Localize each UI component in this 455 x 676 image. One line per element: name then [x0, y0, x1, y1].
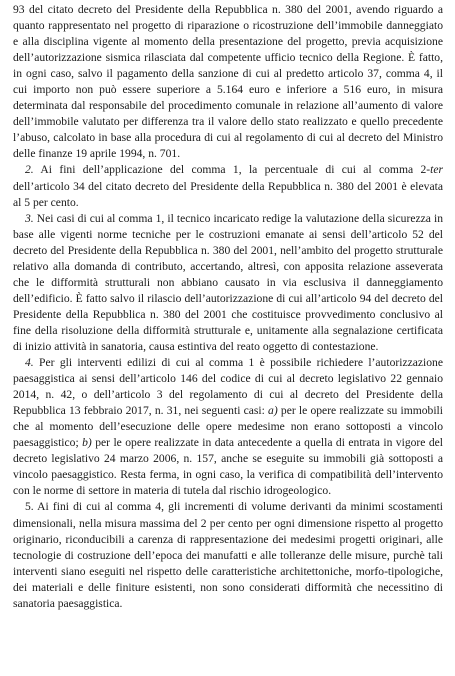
italic-text-segment: b)	[82, 436, 92, 450]
italic-text-segment: 2.	[25, 163, 34, 177]
text-segment: per le opere realizzate su immobili che al momento dell’esecuzione delle opere medesime non erano sottoposti a vincolo paesaggistico;	[13, 404, 443, 450]
text-segment: dell’articolo 34 del citato decreto del Presidente della Repubblica n. 380 del 2001 è elevata al 5 per cento.	[13, 179, 443, 209]
paragraph-comma-2	[13, 162, 443, 210]
italic-text-segment: ter	[430, 163, 443, 177]
text-segment: 93 del citato decreto del Presidente della Repubblica n. 380 del 2001, avendo riguardo a quanto rappresentato nel progetto di riparazione o ricostruzione dell’immobile danneggiato e alla disciplina vigente al momento della presentazione del progetto, previa acquisizione dell’autorizzazione sismica rilasciata dal competente ufficio tecnico della Regione. È fatto, in ogni caso, salvo il pagamento della sanzione di cui al predetto articolo 37, comma 4, il cui importo non può essere superiore a 5.164 euro e inferiore a 516 euro, in misura determinata dal responsabile del procedimento comunale in relazione all’aumento di valore dell’immobile valutato per differenza tra il valore dello stato realizzato e quello precedente l’abuso, calcolato in base alla procedura di cui al regolamento di cui al decreto del Ministro delle finanze 19 aprile 1994, n. 701.	[13, 3, 443, 161]
text-segment: per le opere realizzate in data antecedente a quella di entrata in vigore del decreto legislativo 24 marzo 2006, n. 157, anche se eseguite su immobili già sottoposti a vincolo paesaggistico. Resta ferma, in ogni caso, la verifica di compatibilità dell’intervento con le norme di settore in materia di tutela dal rischio idrogeologico.	[13, 436, 444, 498]
text-segment: Nei casi di cui al comma 1, il tecnico incaricato redige la valutazione della sicurezza in base alle vigenti norme tecniche per le costruzioni emanate ai sensi dell’articolo 52 del decreto del Presidente della Repubblica n. 380 del 2001, nell’ambito del progetto strutturale relativo alla domanda di contributo, accertando, altresì, con apposita relazione asseverata che le difformità strutturali non abbiano causato in via esclusiva il danneggiamento dell’edificio. È fatto salvo il rilascio dell’autorizzazione di cui all’articolo 94 del decreto del Presidente della Repubblica n. 380 del 2001 che costituisce provvedimento conclusivo al fine della risoluzione della difformità strutturale e, unitamente alla segnalazione certificata di inizio attività in sanatoria, causa estintiva del reato oggetto di contestazione.	[13, 211, 443, 353]
text-segment: Ai fini dell’applicazione del comma 1, la percentuale di cui al comma 2-	[33, 163, 431, 177]
document-page	[13, 2, 443, 612]
paragraph-comma-3	[13, 211, 443, 355]
italic-text-segment: 4.	[25, 356, 34, 370]
paragraph-continuation	[13, 2, 443, 162]
italic-text-segment: a)	[268, 404, 278, 418]
paragraph-comma-5	[13, 499, 443, 611]
text-segment: 5. Ai fini di cui al comma 4, gli incrementi di volume derivanti da minimi scostamenti dimensionali, nella misura massima del 2 per cento per ogni dimensione rispetto al progetto originario, riconducibili a carenza di rappresentazione dei medesimi progetti originari, alle tecnologie di costruzione dell’epoca dei manufatti e alle tolleranze delle misure, purchè tali interventi siano eseguiti nel rispetto delle caratteristiche architettoniche, morfo-tipologiche, dei materiali e delle finiture esistenti, non sono considerati difformità che necessitino di sanatoria paesaggistica.	[13, 500, 443, 610]
text-segment: Per gli interventi edilizi di cui al comma 1 è possibile richiedere l’autorizzazione paesaggistica ai sensi dell’articolo 146 del codice di cui al decreto legislativo 22 gennaio 2014, n. 42, o dell’articolo 3 del regolamento di cui al decreto del Presidente della Repubblica 13 febbraio 2017, n. 31, nei seguenti casi:	[13, 356, 443, 418]
paragraph-comma-4	[13, 355, 443, 499]
italic-text-segment: 3.	[25, 211, 34, 225]
